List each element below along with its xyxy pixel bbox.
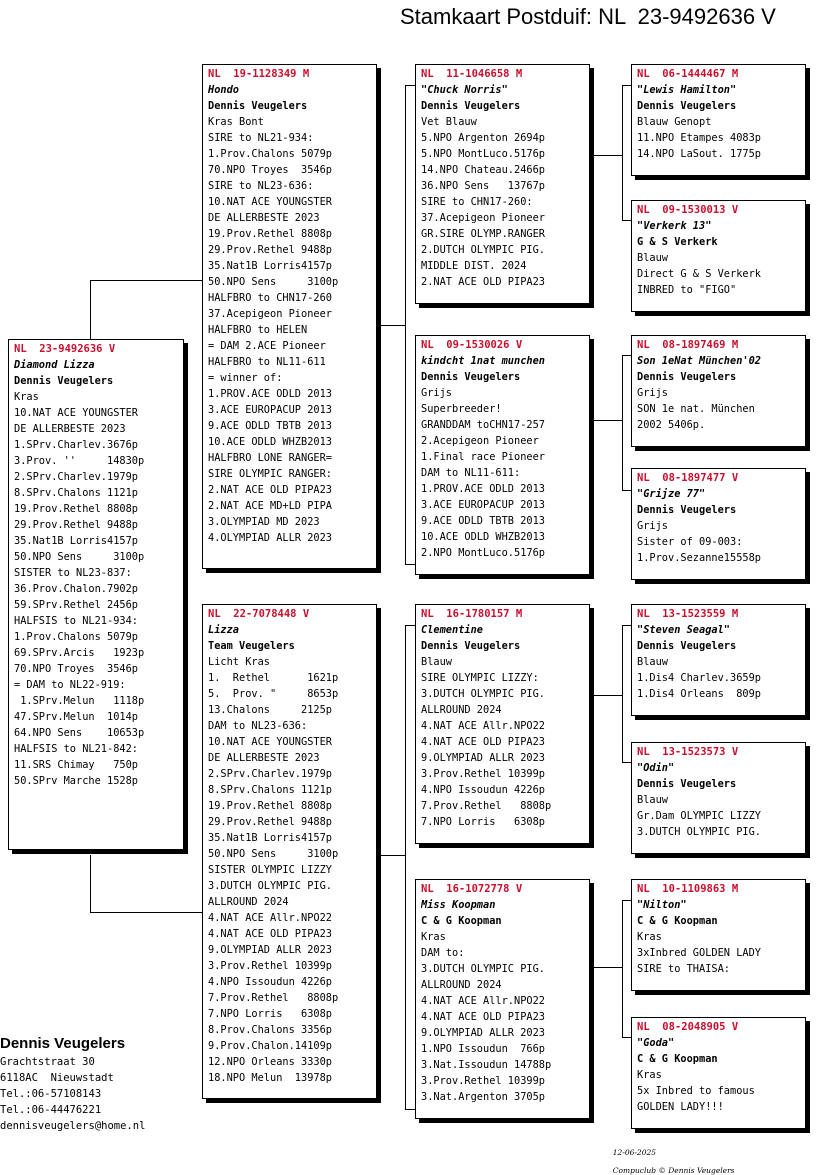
info-line: 36.NPO Sens 13767p [421,180,545,192]
connector-line [592,155,623,156]
pigeon-name: "Verkerk 13" [637,220,712,232]
page-title: Stamkaart Postduif: NL 23-9492636 V [400,4,776,29]
connector-line [622,762,631,763]
info-line: 1.NPO Issoudun 766p [421,1043,545,1055]
info-line: Licht Kras [208,656,270,668]
info-line: 3.Prov. '' 14830p [14,455,145,467]
info-line: 29.Prov.Rethel 9488p [208,244,332,256]
info-line: 1.Prov.Chalons 5079p [14,631,138,643]
info-line: 8.SPrv.Chalons 1121p [208,784,332,796]
info-line: Kras [421,931,446,943]
owner-name: Dennis Veugelers [208,100,308,112]
info-line: 11.NPO Etampes 4083p [637,132,761,144]
info-line: 36.Prov.Chalon.7902p [14,583,138,595]
info-line: 1.Dis4 Charlev.3659p [637,672,761,684]
info-line: DAM to NL23-636: [208,720,308,732]
info-line: 14.NPO LaSout. 1775p [637,148,761,160]
connector-line [592,967,623,968]
footer-credit: Compuclub © Dennis Veugelers [612,1166,735,1175]
info-line: 3.Prov.Rethel 10399p [421,1075,545,1087]
connector-line [405,625,415,626]
info-line: 1.Prov.Chalons 5079p [208,148,332,160]
connector-line [378,325,406,326]
info-line: 10.ACE ODLD WHZB2013 [421,531,545,543]
owner-name: G & S Verkerk [637,236,718,248]
ring-number: NL 08-1897477 V [637,472,739,484]
info-line: 4.NPO Issoudun 4226p [208,976,332,988]
info-line: 14.NPO Chateau.2466p [421,164,545,176]
info-line: 1.Dis4 Orleans 809p [637,688,761,700]
info-line: 35.Nat1B Lorris4157p [208,832,332,844]
card-sire-dam [415,335,590,575]
owner-name: Dennis Veugelers [14,375,114,387]
info-line: MIDDLE DIST. 2024 [421,260,527,272]
card-dam-dam-dam [631,1017,806,1129]
connector-line [405,625,406,1110]
info-line: SISTER OLYMPIC LIZZY [208,864,332,876]
ring-number: NL 11-1046658 M [421,68,523,80]
info-line: Grijs [421,387,452,399]
info-line: 9.OLYMPIAD ALLR 2023 [421,1027,545,1039]
owner-name: Dennis Veugelers [421,100,521,112]
owner-name: Dennis Veugelers [637,504,737,516]
card-sire-sire [415,64,590,304]
info-line: = winner of: [208,372,283,384]
info-line: 1.Final race Pioneer [421,451,545,463]
info-line: Blauw [421,656,452,668]
connector-line [622,900,631,901]
connector-line [405,564,415,565]
info-line: 3.DUTCH OLYMPIC PIG. [421,963,545,975]
info-line: SON 1e nat. München [637,403,755,415]
info-line: 13.Chalons 2125p [208,704,332,716]
info-line: 3.Nat.Issoudun 14788p [421,1059,552,1071]
footer-date: 12-06-2025 [612,1148,657,1157]
connector-line [622,85,623,220]
info-line: Direct G & S Verkerk [637,268,761,280]
pigeon-name: "Odin" [637,762,675,774]
info-line: 50.SPrv Marche 1528p [14,775,138,787]
info-line: 2.NPO MontLuco.5176p [421,547,545,559]
breeder-name: Dennis Veugelers [0,1035,126,1052]
info-line: ALLROUND 2024 [208,896,289,908]
ring-number: NL 22-7078448 V [208,608,310,620]
breeder-city: 6118AC Nieuwstadt [0,1072,114,1084]
ring-number: NL 06-1444467 M [637,68,739,80]
info-line: GOLDEN LADY!!! [637,1101,724,1113]
info-line: 19.Prov.Rethel 8808p [208,228,332,240]
connector-line [90,280,91,340]
info-line: 47.SPrv.Melun 1014p [14,711,138,723]
info-line: 7.Prov.Rethel 8808p [208,992,339,1004]
info-line: 5x Inbred to famous [637,1085,755,1097]
connector-line [622,355,631,356]
card-sire-dam-sire [631,335,806,447]
info-line: GRANDDAM toCHN17-257 [421,419,545,431]
info-line: SIRE to CHN17-260: [421,196,533,208]
info-line: 37.Acepigeon Pioneer [421,212,545,224]
info-line: 4.NAT ACE Allr.NPO22 [208,912,332,924]
ring-number: NL 19-1128349 M [208,68,310,80]
breeder-phone-2: Tel.:06-44476221 [0,1104,102,1116]
info-line: 70.NPO Troyes 3546p [208,164,332,176]
info-line: 35.Nat1B Lorris4157p [14,535,138,547]
info-line: 2002 5406p. [637,419,706,431]
ring-number: NL 13-1523559 M [637,608,739,620]
info-line: 10.ACE ODLD WHZB2013 [208,436,332,448]
info-line: ALLROUND 2024 [421,979,502,991]
info-line: 2.NAT ACE OLD PIPA23 [208,484,332,496]
card-sire [202,64,377,569]
ring-number: NL 16-1072778 V [421,883,523,895]
card-dam-sire [415,604,590,844]
info-line: 69.SPrv.Arcis 1923p [14,647,145,659]
info-line: DE ALLERBESTE 2023 [208,212,320,224]
ring-number: NL 23-9492636 V [14,343,116,355]
info-line: 3xInbred GOLDEN LADY [637,947,761,959]
connector-line [405,85,415,86]
info-line: SISTER to NL23-837: [14,567,132,579]
card-subject [8,339,184,850]
info-line: 50.NPO Sens 3100p [208,276,339,288]
info-line: 7.Prov.Rethel 8808p [421,800,552,812]
info-line: DE ALLERBESTE 2023 [14,423,126,435]
pigeon-name: Miss Koopman [421,899,496,911]
info-line: SIRE OLYMPIC LIZZY: [421,672,539,684]
connector-line [592,695,623,696]
owner-name: Dennis Veugelers [637,100,737,112]
info-line: 9.OLYMPIAD ALLR 2023 [208,944,332,956]
info-line: 1.PROV.ACE ODLD 2013 [208,388,332,400]
info-line: 37.Acepigeon Pioneer [208,308,332,320]
owner-name: Team Veugelers [208,640,295,652]
connector-line [622,85,631,86]
breeder-email: dennisveugelers@home.nl [0,1120,146,1132]
info-line: 19.Prov.Rethel 8808p [208,800,332,812]
owner-name: Dennis Veugelers [421,640,521,652]
owner-name: Dennis Veugelers [637,371,737,383]
card-sire-sire-sire [631,64,806,176]
info-line: 3.DUTCH OLYMPIC PIG. [421,688,545,700]
info-line: HALFSIS to NL21-842: [14,743,138,755]
card-dam-dam-sire [631,879,806,991]
ring-number: NL 16-1780157 M [421,608,523,620]
info-line: 5.NPO Argenton 2694p [421,132,545,144]
info-line: GR.SIRE OLYMP.RANGER [421,228,545,240]
info-line: DAM to: [421,947,465,959]
info-line: 3.DUTCH OLYMPIC PIG. [208,880,332,892]
footer [608,1139,735,1175]
owner-name: Dennis Veugelers [637,778,737,790]
info-line: 10.NAT ACE YOUNGSTER [14,407,138,419]
info-line: 64.NPO Sens 10653p [14,727,145,739]
info-line: Sister of 09-003: [637,536,743,548]
breeder-street: Grachtstraat 30 [0,1056,95,1068]
breeder-info [0,1034,145,1134]
connector-line [622,1037,631,1038]
connector-line [378,855,406,856]
pigeon-name: "Grijze 77" [637,488,706,500]
pigeon-name: Lizza [208,624,239,636]
info-line: 2.DUTCH OLYMPIC PIG. [421,244,545,256]
card-dam-sire-dam [631,742,806,854]
info-line: 1.SPrv.Melun 1118p [14,695,145,707]
info-line: 2.NAT ACE OLD PIPA23 [421,276,545,288]
connector-line [622,625,631,626]
info-line: 1.Prov.Sezanne15558p [637,552,761,564]
connector-line [90,280,203,281]
info-line: 1.SPrv.Charlev.3676p [14,439,138,451]
info-line: 1.PROV.ACE ODLD 2013 [421,483,545,495]
info-line: 18.NPO Melun 13978p [208,1072,332,1084]
connector-line [622,900,623,1037]
info-line: 4.NAT ACE OLD PIPA23 [421,736,545,748]
info-line: Kras [637,931,662,943]
info-line: Blauw [637,656,668,668]
info-line: 12.NPO Orleans 3330p [208,1056,332,1068]
info-line: 9.Prov.Chalon.14109p [208,1040,332,1052]
info-line: Kras [637,1069,662,1081]
info-line: 4.OLYMPIAD ALLR 2023 [208,532,332,544]
info-line: 8.Prov.Chalons 3356p [208,1024,332,1036]
pigeon-name: Hondo [208,84,239,96]
owner-name: C & G Koopman [421,915,502,927]
info-line: 2.NAT ACE MD+LD PIPA [208,500,332,512]
info-line: DE ALLERBESTE 2023 [208,752,320,764]
info-line: 9.ACE ODLD TBTB 2013 [208,420,332,432]
info-line: 2.SPrv.Charlev.1979p [208,768,332,780]
info-line: Vet Blauw [421,116,477,128]
info-line: 3.OLYMPIAD MD 2023 [208,516,320,528]
info-line: HALFBRO LONE RANGER= [208,452,332,464]
info-line: INBRED to "FIGO" [637,284,737,296]
card-sire-sire-dam [631,200,806,312]
pigeon-name: Son 1eNat München'02 [637,355,761,367]
info-line: 11.SRS Chimay 750p [14,759,138,771]
pigeon-name: "Steven Seagal" [637,624,730,636]
pigeon-name: "Lewis Hamilton" [637,84,737,96]
info-line: 3.Prov.Rethel 10399p [421,768,545,780]
info-line: 7.NPO Lorris 6308p [421,816,545,828]
info-line: HALFBRO to HELEN [208,324,308,336]
ring-number: NL 08-2048905 V [637,1021,739,1033]
info-line: 3.Prov.Rethel 10399p [208,960,332,972]
ring-number: NL 10-1109863 M [637,883,739,895]
info-line: 5. Prov. " 8653p [208,688,339,700]
info-line: Kras [14,391,39,403]
pigeon-name: "Goda" [637,1037,675,1049]
card-dam [202,604,377,1099]
info-line: 9.OLYMPIAD ALLR 2023 [421,752,545,764]
info-line: 1. Rethel 1621p [208,672,339,684]
pigeon-name: "Nilton" [637,899,687,911]
info-line: 29.Prov.Rethel 9488p [208,816,332,828]
info-line: SIRE OLYMPIC RANGER: [208,468,332,480]
card-dam-dam [415,879,590,1119]
info-line: Kras Bont [208,116,264,128]
info-line: 7.NPO Lorris 6308p [208,1008,332,1020]
info-line: 2.Acepigeon Pioneer [421,435,539,447]
info-line: = DAM to NL22-919: [14,679,126,691]
info-line: 4.NAT ACE OLD PIPA23 [421,1011,545,1023]
connector-line [622,490,631,491]
connector-line [405,1109,415,1110]
card-sire-dam-dam [631,468,806,580]
pigeon-name: Diamond Lizza [14,359,95,371]
info-line: 4.NAT ACE Allr.NPO22 [421,995,545,1007]
info-line: Grijs [637,387,668,399]
info-line: HALFSIS to NL21-934: [14,615,138,627]
info-line: 19.Prov.Rethel 8808p [14,503,138,515]
pigeon-name: Clementine [421,624,483,636]
info-line: Superbreeder! [421,403,502,415]
ring-number: NL 09-1530013 V [637,204,739,216]
connector-line [622,355,623,490]
info-line: Gr.Dam OLYMPIC LIZZY [637,810,761,822]
info-line: Blauw [637,794,668,806]
connector-line [90,855,91,913]
info-line: 5.NPO MontLuco.5176p [421,148,545,160]
info-line: 4.NAT ACE Allr.NPO22 [421,720,545,732]
owner-name: C & G Koopman [637,1053,718,1065]
info-line: Blauw [637,252,668,264]
info-line: 8.SPrv.Chalons 1121p [14,487,138,499]
card-dam-sire-sire [631,604,806,716]
info-line: 3.DUTCH OLYMPIC PIG. [637,826,761,838]
info-line: HALFBRO to CHN17-260 [208,292,332,304]
info-line: 2.SPrv.Charlev.1979p [14,471,138,483]
info-line: SIRE to NL21-934: [208,132,314,144]
info-line: 59.SPrv.Rethel 2456p [14,599,138,611]
info-line: 3.ACE EUROPACUP 2013 [208,404,332,416]
owner-name: C & G Koopman [637,915,718,927]
info-line: Blauw Genopt [637,116,712,128]
info-line: 4.NAT ACE OLD PIPA23 [208,928,332,940]
connector-line [592,420,623,421]
info-line: 9.ACE ODLD TBTB 2013 [421,515,545,527]
info-line: ALLROUND 2024 [421,704,502,716]
info-line: 50.NPO Sens 3100p [208,848,339,860]
info-line: SIRE to NL23-636: [208,180,314,192]
pigeon-name: kindcht 1nat munchen [421,355,545,367]
ring-number: NL 13-1523573 V [637,746,739,758]
breeder-phone-1: Tel.:06-57108143 [0,1088,102,1100]
info-line: 70.NPO Troyes 3546p [14,663,138,675]
info-line: 3.Nat.Argenton 3705p [421,1091,545,1103]
connector-line [90,912,203,913]
info-line: HALFBRO to NL11-611 [208,356,326,368]
info-line: 35.Nat1B Lorris4157p [208,260,332,272]
connector-line [622,625,623,762]
info-line: 50.NPO Sens 3100p [14,551,145,563]
info-line: SIRE to THAISA: [637,963,730,975]
pigeon-name: "Chuck Norris" [421,84,508,96]
info-line: 10.NAT ACE YOUNGSTER [208,736,332,748]
info-line: Grijs [637,520,668,532]
owner-name: Dennis Veugelers [421,371,521,383]
info-line: 10.NAT ACE YOUNGSTER [208,196,332,208]
owner-name: Dennis Veugelers [637,640,737,652]
connector-line [622,220,631,221]
info-line: = DAM 2.ACE Pioneer [208,340,326,352]
ring-number: NL 08-1897469 M [637,339,739,351]
info-line: DAM to NL11-611: [421,467,521,479]
info-line: 4.NPO Issoudun 4226p [421,784,545,796]
info-line: 3.ACE EUROPACUP 2013 [421,499,545,511]
info-line: 29.Prov.Rethel 9488p [14,519,138,531]
ring-number: NL 09-1530026 V [421,339,523,351]
